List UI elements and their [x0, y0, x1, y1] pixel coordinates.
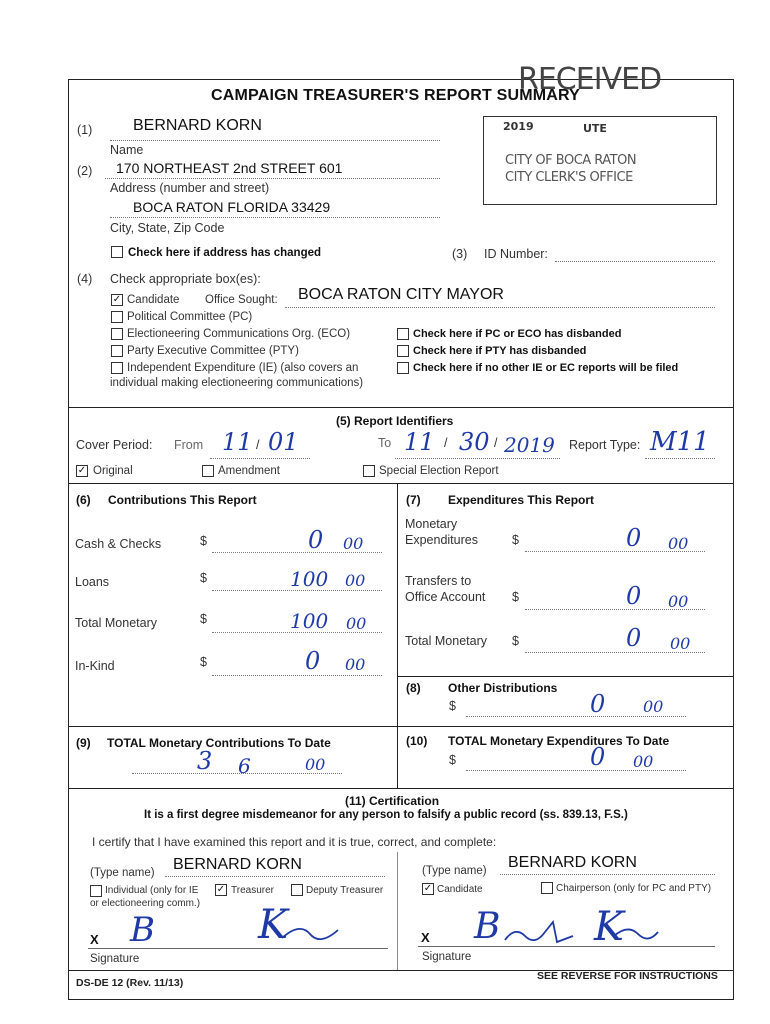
treasurer-label: Treasurer [231, 885, 274, 896]
address-label: Address (number and street) [110, 181, 270, 195]
total-exp-label: Total Monetary [405, 634, 487, 648]
transfers-dollar-sign: $ [512, 590, 519, 604]
amendment-label: Amendment [218, 465, 281, 477]
transfers-dollars: 0 [626, 582, 642, 610]
expenditures-header: Expenditures This Report [448, 493, 595, 507]
total-exp-to-date-dollars: 0 [590, 743, 606, 771]
to-label: To [378, 436, 392, 450]
from-month: 11 [222, 428, 253, 456]
total-exp-dollars: 0 [626, 624, 642, 652]
divider-section9 [68, 726, 734, 727]
divider-section11 [68, 788, 734, 789]
pty-disbanded-label: Check here if PTY has disbanded [413, 345, 587, 357]
stamp-year: 2019 [503, 120, 534, 133]
to-month: 11 [404, 428, 435, 456]
ie-label-line1: Independent Expenditure (IE) (also covers an [127, 362, 359, 374]
candidate-sig-label: Candidate [437, 884, 483, 895]
report-type-label: Report Type: [569, 438, 641, 452]
total-contrib-to-date-header: TOTAL Monetary Contributions To Date [107, 736, 331, 750]
address-value: 170 NORTHEAST 2nd STREET 601 [116, 160, 343, 176]
total-exp-to-date-dollar-sign: $ [449, 753, 456, 767]
section6-number: (6) [76, 493, 91, 507]
cash-dollar-sign: $ [200, 534, 207, 548]
from-slash: / [256, 438, 260, 452]
ie-label-line2: individual making electioneering communications) [110, 377, 364, 389]
monetary-exp-cents: 00 [668, 534, 689, 553]
city-underline [110, 217, 440, 218]
total-exp-dollar-sign: $ [512, 634, 519, 648]
certification-statement: I certify that I have examined this report and it is true, correct, and complete: [92, 835, 497, 849]
deputy-treasurer-label: Deputy Treasurer [306, 885, 384, 896]
page-title: CAMPAIGN TREASURER'S REPORT SUMMARY [211, 87, 581, 104]
cash-cents: 00 [343, 534, 364, 553]
section4-number: (4) [77, 272, 93, 286]
total-contrib-cents: 00 [346, 614, 367, 633]
special-election-checkbox[interactable] [363, 465, 375, 477]
total-contrib-dollars: 100 [290, 609, 329, 633]
divider-vertical-middle [397, 483, 398, 788]
right-signature-initial: B [474, 906, 501, 947]
to-day: 30 [459, 428, 490, 456]
city-label: City, State, Zip Code [110, 221, 225, 235]
special-election-label: Special Election Report [379, 465, 499, 477]
left-signature-x: X [90, 932, 99, 947]
to-slash-1: / [444, 436, 448, 450]
section7-number: (7) [406, 493, 421, 507]
chairperson-label: Chairperson (only for PC and PTY) [556, 883, 712, 894]
monetary-exp-dollar-sign: $ [512, 533, 519, 547]
see-reverse-note: SEE REVERSE FOR INSTRUCTIONS [537, 970, 718, 982]
to-slash-2: / [494, 436, 498, 450]
individual-checkbox[interactable] [90, 885, 102, 897]
section2-number: (2) [77, 164, 93, 178]
right-signature-label: Signature [422, 951, 472, 963]
section3-number: (3) [452, 247, 468, 261]
section1-number: (1) [77, 123, 93, 137]
left-signature-initial: B [130, 910, 155, 950]
pc-checkbox[interactable] [111, 311, 123, 323]
candidate-sig-checkbox[interactable]: ✓ [423, 883, 433, 894]
right-typed-name: BERNARD KORN [508, 854, 637, 871]
to-underline [395, 458, 560, 459]
in-kind-underline [212, 675, 382, 676]
pc-disbanded-label: Check here if PC or ECO has disbanded [413, 328, 622, 340]
received-stamp: RECEIVED [518, 62, 662, 97]
individual-label-2: or electioneering comm.) [90, 898, 201, 909]
report-identifiers-header: (5) Report Identifiers [336, 414, 454, 428]
monetary-exp-label-1: Monetary [405, 517, 458, 531]
cash-dollars: 0 [308, 526, 324, 554]
from-label: From [174, 438, 204, 452]
transfers-label-1: Transfers to [405, 574, 472, 588]
left-signature-surname: K [258, 902, 288, 948]
from-day: 01 [268, 428, 299, 456]
individual-label-1: Individual (only for IE [105, 885, 199, 896]
total-contrib-label: Total Monetary [75, 616, 157, 630]
candidate-checkbox[interactable]: ✓ [112, 294, 122, 305]
candidate-label: Candidate [127, 294, 180, 306]
total-exp-cents: 00 [670, 634, 691, 653]
eco-checkbox[interactable] [111, 328, 123, 340]
right-signature-first-stroke [503, 920, 575, 946]
total-contrib-to-date-thousands: 3 [197, 747, 213, 775]
right-signature-x: X [421, 930, 430, 945]
loans-label: Loans [75, 575, 110, 589]
candidate-name: BERNARD KORN [133, 117, 262, 134]
address-changed-checkbox[interactable] [111, 246, 123, 258]
certification-warning: It is a first degree misdemeanor for any person to falsify a public record (ss. 839.13, F.S.) [144, 809, 628, 821]
in-kind-dollar-sign: $ [200, 655, 207, 669]
loans-dollars: 100 [290, 567, 329, 591]
original-label: Original [93, 465, 133, 477]
original-checkbox[interactable]: ✓ [77, 465, 87, 476]
loans-dollar-sign: $ [200, 571, 207, 585]
other-dist-underline [466, 716, 686, 717]
city-value: BOCA RATON FLORIDA 33429 [133, 199, 331, 215]
right-signature-surname: K [594, 904, 624, 950]
address-underline [105, 178, 440, 179]
right-signature-line [418, 946, 715, 947]
eco-label: Electioneering Communications Org. (ECO) [127, 328, 351, 340]
office-sought-value: BOCA RATON CITY MAYOR [298, 286, 504, 303]
stamp-ute: UTE [583, 122, 607, 135]
divider-section8 [397, 676, 734, 677]
right-type-name-label: (Type name) [422, 865, 487, 877]
contributions-header: Contributions This Report [108, 493, 257, 507]
transfers-label-2: Office Account [405, 590, 486, 604]
to-year: 2019 [504, 433, 555, 457]
section9-number: (9) [76, 736, 91, 750]
section10-number: (10) [406, 734, 428, 748]
left-signature-line [88, 948, 388, 949]
pty-label: Party Executive Committee (PTY) [127, 345, 299, 357]
left-signature-label: Signature [90, 953, 140, 965]
section8-number: (8) [406, 681, 421, 695]
stamp-city-line1: CITY OF BOCA RATON [505, 153, 637, 168]
total-exp-to-date-header: TOTAL Monetary Expenditures To Date [448, 734, 670, 748]
id-number-underline [555, 261, 715, 262]
right-name-underline [500, 874, 715, 875]
check-boxes-label: Check appropriate box(es): [110, 272, 261, 286]
name-underline [110, 140, 440, 141]
report-type-underline [645, 458, 715, 459]
loans-cents: 00 [345, 571, 366, 590]
other-dist-dollar-sign: $ [449, 699, 456, 713]
address-changed-label: Check here if address has changed [128, 247, 322, 259]
office-sought-underline [285, 307, 715, 308]
pty-disbanded-checkbox[interactable] [397, 345, 409, 357]
left-type-name-label: (Type name) [90, 867, 155, 879]
pty-checkbox[interactable] [111, 345, 123, 357]
id-number-label: ID Number: [484, 247, 548, 261]
treasurer-checkbox[interactable]: ✓ [216, 884, 226, 895]
office-sought-label: Office Sought: [205, 294, 278, 306]
in-kind-dollars: 0 [305, 647, 321, 675]
ie-checkbox[interactable] [111, 362, 123, 374]
divider-section5 [68, 407, 734, 408]
divider-section6 [68, 483, 734, 484]
signature-divider [397, 852, 398, 970]
other-distributions-header: Other Distributions [448, 681, 558, 695]
in-kind-label: In-Kind [75, 659, 115, 673]
name-label: Name [110, 143, 144, 157]
transfers-cents: 00 [668, 592, 689, 611]
monetary-exp-label-2: Expenditures [405, 533, 478, 547]
total-contrib-to-date-cents: 00 [305, 755, 326, 774]
deputy-treasurer-checkbox[interactable] [291, 884, 303, 896]
cover-period-label: Cover Period: [76, 438, 153, 452]
no-other-reports-label: Check here if no other IE or EC reports will be filed [413, 362, 679, 374]
cash-checks-label: Cash & Checks [75, 537, 162, 551]
in-kind-cents: 00 [345, 655, 366, 674]
from-underline [210, 458, 310, 459]
monetary-exp-dollars: 0 [626, 524, 642, 552]
stamp-city-line2: CITY CLERK'S OFFICE [505, 170, 633, 185]
certification-header: (11) Certification [345, 794, 440, 808]
form-id: DS-DE 12 (Rev. 11/13) [76, 977, 184, 989]
chairperson-checkbox[interactable] [541, 882, 553, 894]
pc-label: Political Committee (PC) [127, 311, 253, 323]
total-contrib-to-date-hundreds: 6 [238, 754, 251, 778]
left-typed-name: BERNARD KORN [173, 856, 302, 873]
pc-disbanded-checkbox[interactable] [397, 328, 409, 340]
right-signature-stroke [612, 920, 660, 944]
total-contrib-dollar-sign: $ [200, 612, 207, 626]
other-dist-dollars: 0 [590, 690, 606, 718]
total-exp-to-date-cents: 00 [633, 752, 654, 771]
other-dist-cents: 00 [643, 697, 664, 716]
left-name-underline [165, 876, 385, 877]
amendment-checkbox[interactable] [202, 465, 214, 477]
report-type-value: M11 [650, 427, 710, 457]
left-signature-stroke [280, 920, 340, 944]
no-other-reports-checkbox[interactable] [397, 362, 409, 374]
